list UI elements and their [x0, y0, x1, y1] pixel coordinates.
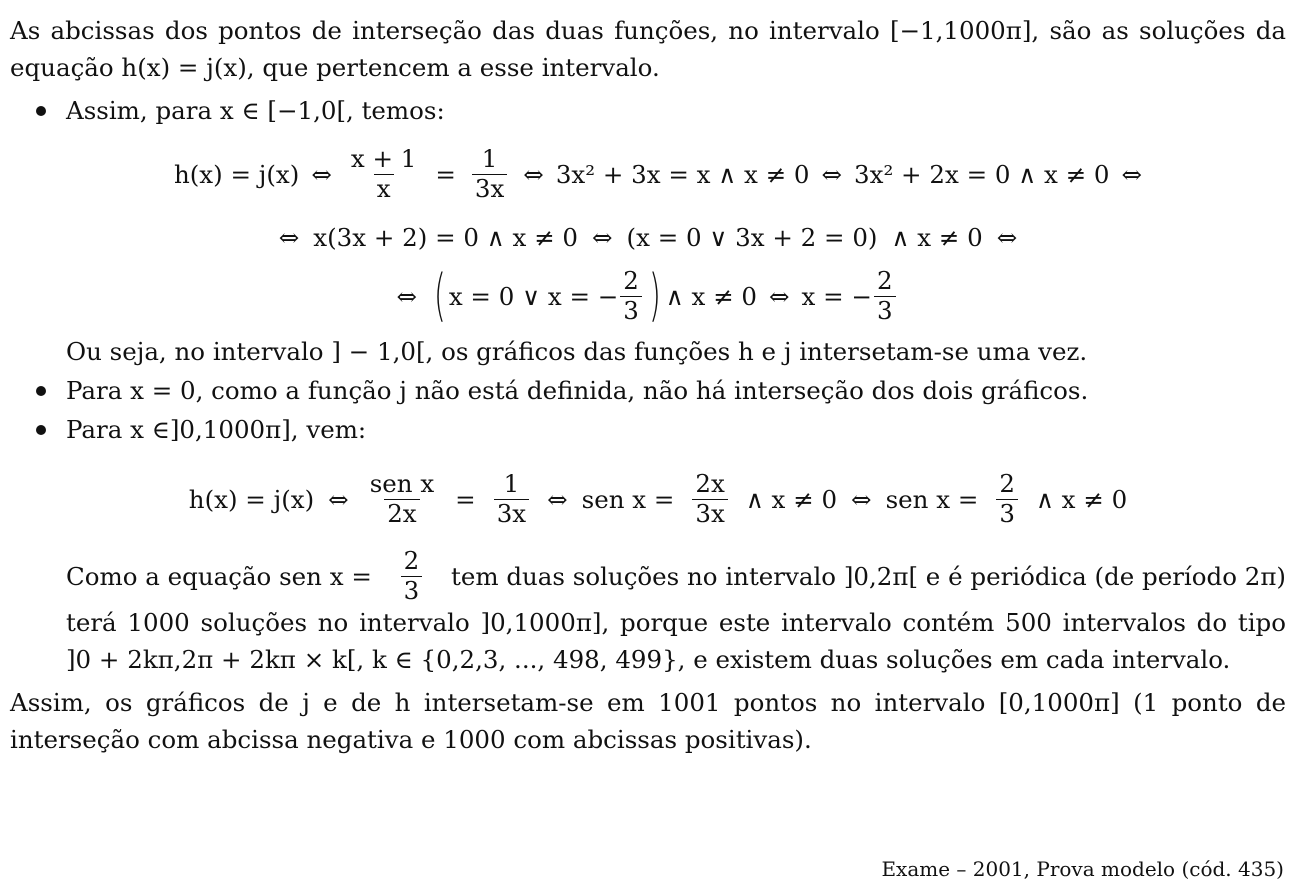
bullet-dot: [36, 425, 46, 435]
final-paragraph: Assim, os gráficos de j e de h intersetam-se em 1001 pontos no intervalo [0,1000π] (1 ponto de interseção com abcissa negativa e 1000 com abcissas positivas).: [10, 688, 1286, 754]
equiv-arrow: ⇔: [278, 222, 300, 252]
equiv-arrow: ⇔: [547, 484, 568, 514]
equals-sign: =: [435, 159, 456, 189]
equiv-arrow: ⇔: [768, 281, 790, 311]
fraction-numerator: 1: [481, 144, 498, 174]
bullet-3: [10, 411, 1286, 448]
document-body: [10, 12, 1286, 758]
fraction-denominator: 3: [996, 499, 1018, 528]
fraction-numerator: 2: [876, 266, 893, 296]
fraction: [996, 470, 1018, 527]
fraction-numerator: 1: [503, 469, 520, 499]
fraction-numerator: sen x: [369, 469, 435, 499]
fraction: [472, 145, 507, 202]
fraction-numerator: 2x: [695, 469, 725, 499]
fraction: [692, 470, 727, 527]
para-line-1: [66, 548, 1286, 604]
fraction-denominator: 3: [401, 576, 423, 605]
equation-line-1: [30, 135, 1286, 213]
bullet-dot: [36, 106, 46, 116]
eq1-step2: 3x² + 3x = x ∧ x ≠ 0: [555, 159, 810, 189]
equiv-arrow: ⇔: [592, 222, 613, 252]
fraction: [620, 267, 642, 324]
fraction: [367, 470, 437, 527]
para-start: Como a equação sen x =: [66, 561, 372, 591]
eq4-step3-tail: ∧ x ≠ 0: [1035, 484, 1128, 514]
fraction: [494, 470, 529, 527]
fraction-numerator: 2: [623, 266, 639, 296]
eq2-tail: ∧ x ≠ 0: [891, 222, 983, 252]
equiv-arrow: ⇔: [821, 159, 843, 189]
eq3-result-left: x = −: [801, 281, 872, 311]
eq4-step2-left: sen x =: [581, 484, 675, 514]
eq1-lhs: h(x) = j(x): [173, 159, 300, 189]
fraction: [874, 267, 896, 324]
bullet-1-conclusion: Ou seja, no intervalo ] − 1,0[, os gráficos das funções h e j intersetam-se uma vez.: [66, 337, 1088, 366]
eq2-step1: x(3x + 2) = 0 ∧ x ≠ 0: [313, 222, 579, 252]
equiv-arrow: ⇔: [1121, 159, 1143, 189]
bullet-2-text: Para x = 0, como a função j não está definida, não há interseção dos dois gráficos.: [66, 376, 1089, 405]
para-after-frac: tem duas soluções no intervalo ]0,2π[ e é periódica (de período 2π): [450, 561, 1286, 591]
fraction-denominator: 3: [620, 296, 642, 325]
bullet-2: [10, 372, 1286, 409]
fraction-denominator: 3x: [494, 499, 529, 528]
eq3-inner-left: x = 0 ∨ x = −: [448, 281, 619, 311]
fraction-denominator: x: [374, 174, 394, 203]
equiv-arrow: ⇔: [328, 484, 349, 514]
fraction: [348, 145, 420, 202]
fraction: [401, 547, 423, 604]
bullet-1: [10, 92, 1286, 129]
equation-line-2: [10, 213, 1286, 261]
equiv-arrow: ⇔: [851, 484, 872, 514]
equation-line-3: [10, 261, 1286, 331]
bullet-1-intro: Assim, para x ∈ [−1,0[, temos:: [66, 96, 445, 125]
eq3-tail: ∧ x ≠ 0: [665, 281, 757, 311]
exam-source: Exame – 2001, Prova modelo (cód. 435): [881, 857, 1284, 881]
intro-paragraph: As abcissas dos pontos de interseção das duas funções, no intervalo [−1,1000π], são as soluções da equação h(x) = j(x), que pertencem a esse intervalo.: [10, 16, 1286, 82]
bullet-3-paragraph: [10, 548, 1286, 678]
equation-line-4: [30, 454, 1286, 544]
equiv-arrow: ⇔: [396, 281, 417, 311]
equiv-arrow: ⇔: [523, 159, 544, 189]
fraction-denominator: 3x: [692, 499, 727, 528]
eq2-inner: x = 0 ∨ 3x + 2 = 0: [636, 222, 868, 252]
bullet-dot: [36, 386, 46, 396]
para-line-3: ]0 + 2kπ,2π + 2kπ × k[, k ∈ {0,2,3, ..., 498, 499}, e existem duas soluções em cada intervalo.: [66, 645, 1231, 674]
fraction-numerator: 2: [999, 469, 1015, 499]
eq1-step3: 3x² + 2x = 0 ∧ x ≠ 0: [854, 159, 1110, 189]
left-paren: (: [433, 263, 446, 328]
fraction-denominator: 2x: [384, 499, 419, 528]
eq4-step3-left: sen x =: [885, 484, 979, 514]
eq4-step2-tail: ∧ x ≠ 0: [745, 484, 838, 514]
equals-sign: =: [455, 484, 476, 514]
fraction-denominator: 3x: [472, 174, 507, 203]
equiv-arrow: ⇔: [311, 159, 332, 189]
equiv-arrow: ⇔: [996, 222, 1018, 252]
para-line-2: terá 1000 soluções no intervalo ]0,1000π], porque este intervalo contém 500 intervalos do tipo: [66, 608, 1286, 637]
bullet-3-intro: Para x ∈]0,1000π], vem:: [66, 415, 367, 444]
fraction-numerator: x + 1: [350, 144, 417, 174]
eq4-lhs: h(x) = j(x): [188, 484, 315, 514]
eq2-group: (x = 0 ∨ 3x + 2 = 0): [626, 222, 878, 252]
right-paren: ): [648, 263, 661, 328]
fraction-numerator: 2: [403, 546, 420, 576]
fraction-denominator: 3: [874, 296, 896, 325]
